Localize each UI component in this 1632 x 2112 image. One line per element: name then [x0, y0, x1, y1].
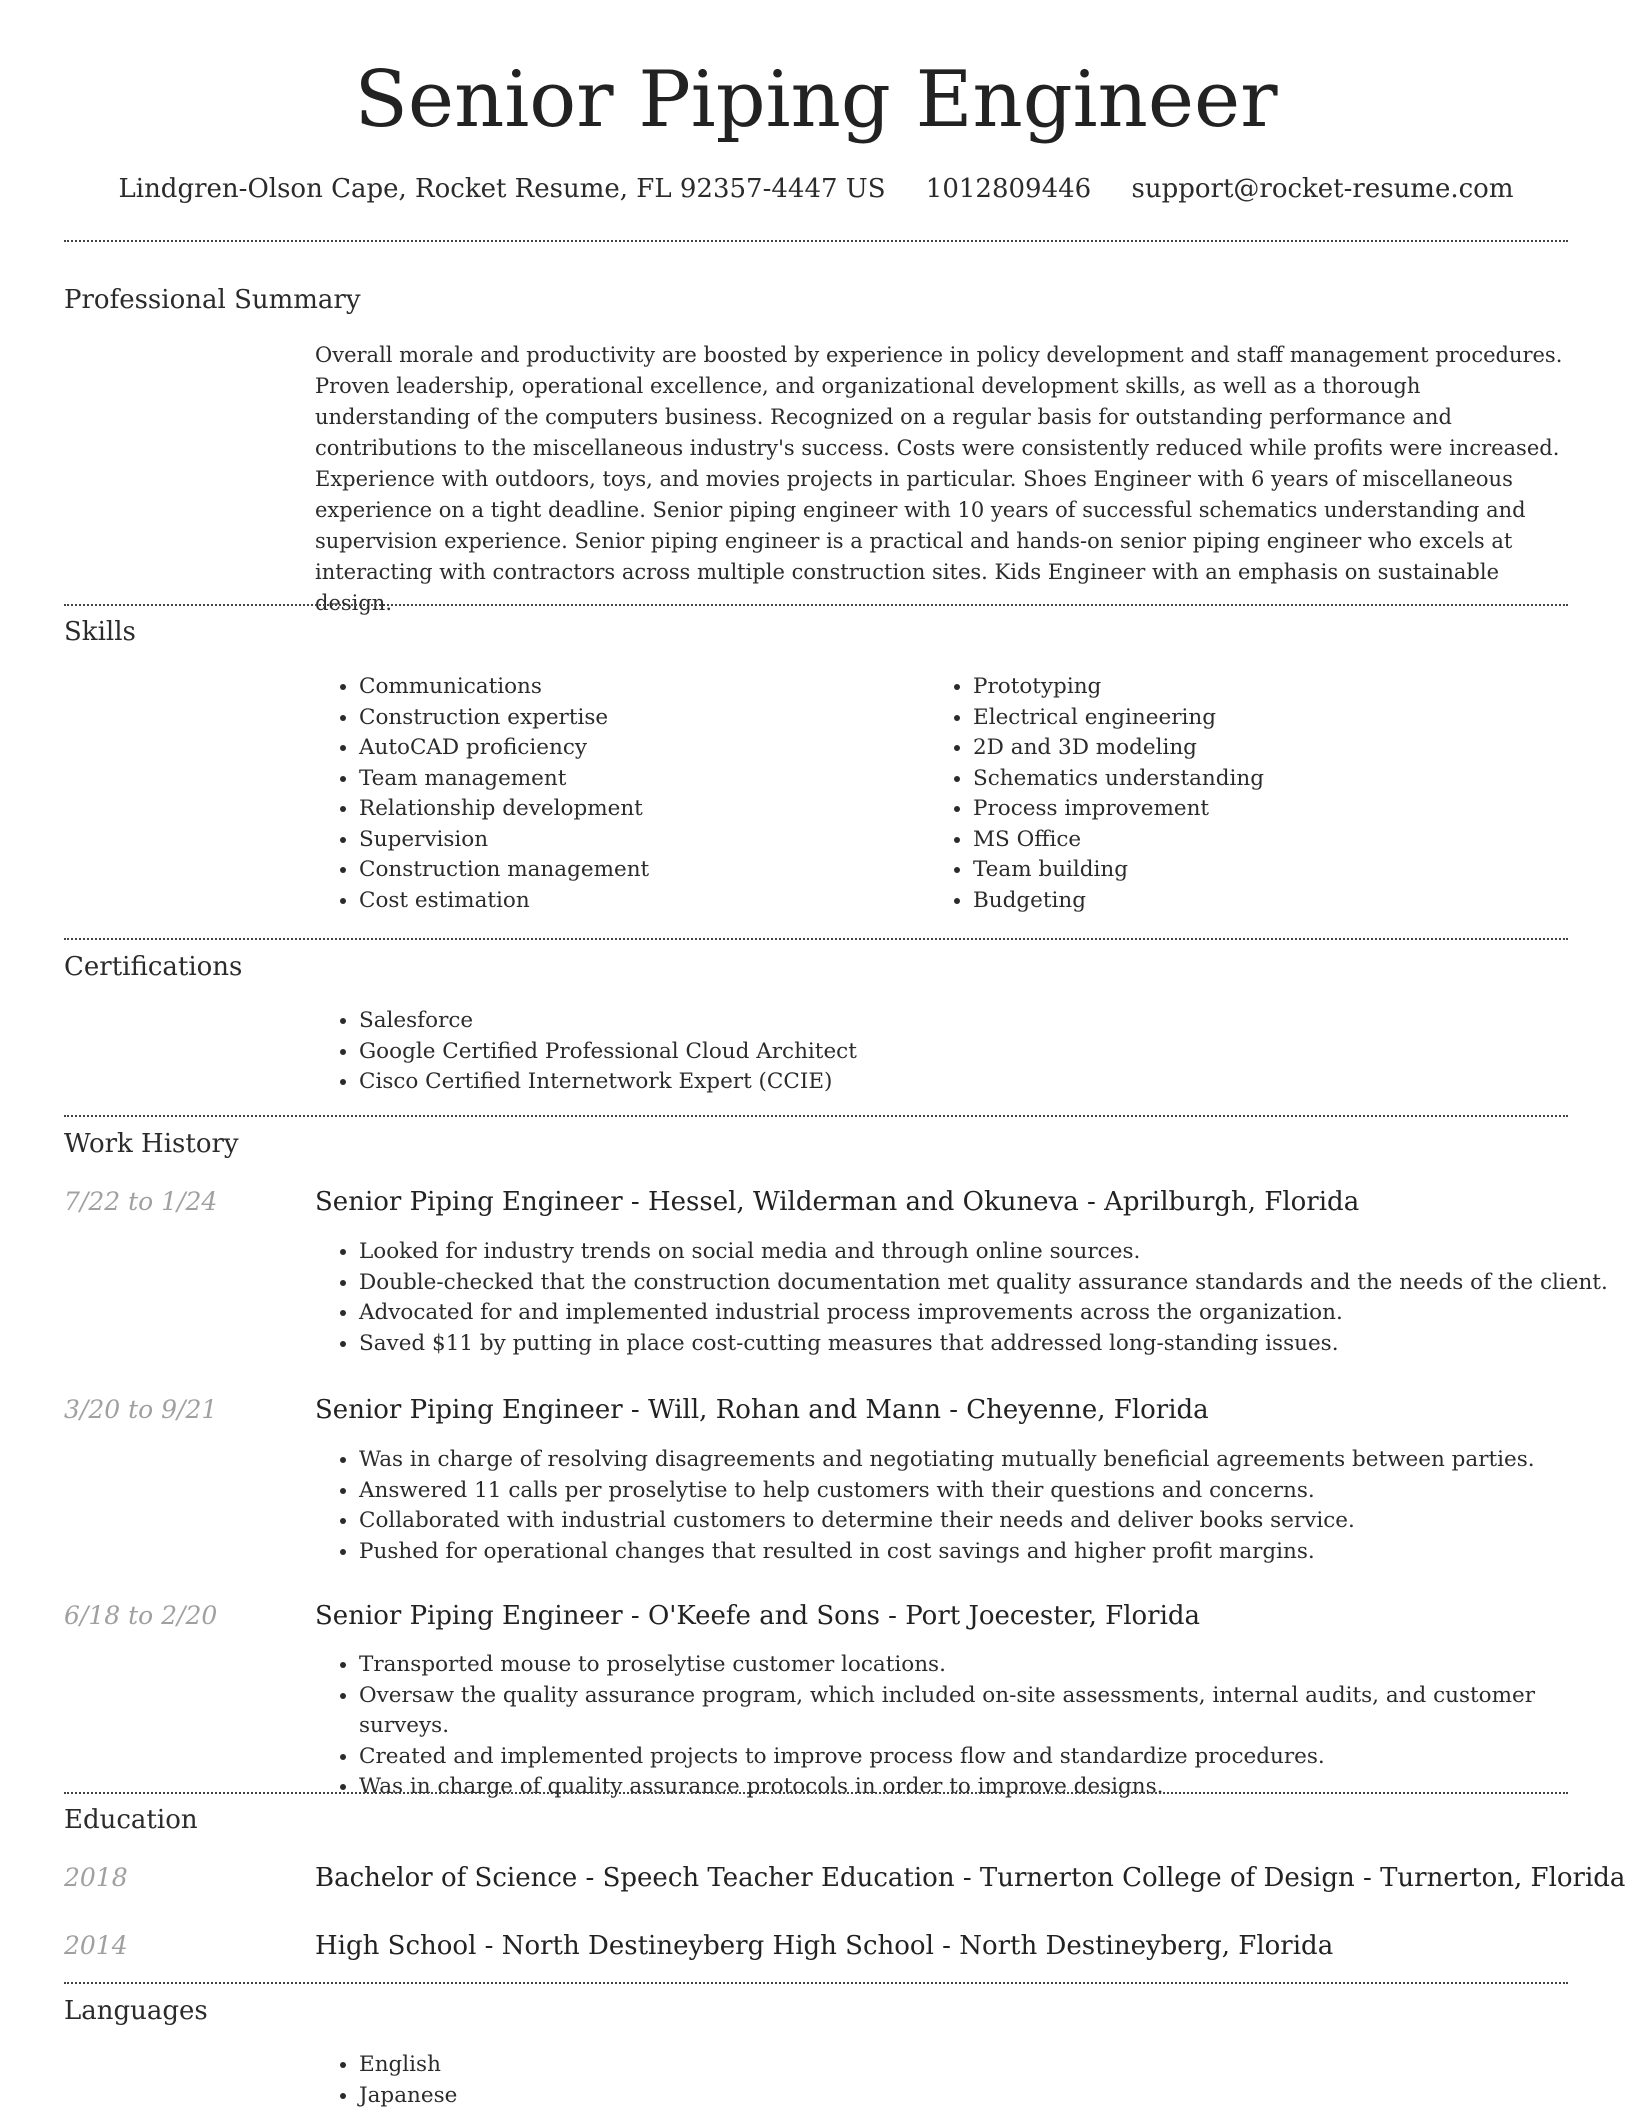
list-item: • Team management	[359, 764, 919, 795]
job-dates: 3/20 to 9/21	[64, 1395, 218, 1424]
list-item: • Was in charge of quality assurance protocols in order to improve designs.	[359, 1772, 1614, 1803]
skills-title: Skills	[64, 617, 136, 647]
education-year: 2018	[64, 1863, 128, 1892]
job-heading: Senior Piping Engineer - Hessel, Wilderman and Okuneva - Aprilburgh, Florida	[315, 1187, 1360, 1217]
education-heading: Bachelor of Science - Speech Teacher Education - Turnerton College of Design - Turnerton, Florida	[315, 1863, 1626, 1893]
divider	[64, 938, 1568, 940]
job-heading: Senior Piping Engineer - O'Keefe and Sons - Port Joecester, Florida	[315, 1601, 1201, 1631]
contact-email: support@rocket-resume.com	[1131, 174, 1514, 204]
list-item: • 2D and 3D modeling	[973, 733, 1573, 764]
list-item: • Communications	[359, 672, 919, 703]
education-year: 2014	[64, 1931, 128, 1960]
certifications-list	[315, 1006, 1559, 1098]
contact-line	[64, 172, 1568, 206]
job-bullets	[315, 1237, 1614, 1359]
education-heading: High School - North Destineyberg High School - North Destineyberg, Florida	[315, 1931, 1334, 1961]
skills-list-right	[929, 672, 1573, 916]
list-item: • Schematics understanding	[973, 764, 1573, 795]
list-item: • Budgeting	[973, 886, 1573, 917]
list-item: • English	[359, 2050, 959, 2081]
languages-title: Languages	[64, 1996, 208, 2026]
divider	[64, 1115, 1568, 1117]
list-item: • Japanese	[359, 2081, 959, 2112]
list-item: • Advocated for and implemented industrial process improvements across the organization.	[359, 1298, 1614, 1329]
list-item: • Answered 11 calls per proselytise to help customers with their questions and concerns.	[359, 1476, 1614, 1507]
job-bullets	[315, 1445, 1614, 1567]
list-item: • Construction management	[359, 855, 919, 886]
summary-text: Overall morale and productivity are boosted by experience in policy development and staff management procedures. Proven leadership, operational excellence, and organizational development skills, as well as a thorough understanding of the computers business. Recognized on a regular basis for outstanding performance and contributions to the miscellaneous industry's success. Costs were consistently reduced while profits were increased. Experience with outdoors, toys, and movies projects in particular. Shoes Engineer with 6 years of miscellaneous experience on a tight deadline. Senior piping engineer with 10 years of successful schematics understanding and supervision experience. Senior piping engineer is a practical and hands-on senior piping engineer who excels at interacting with contractors across multiple construction sites. Kids Engineer with an emphasis on sustainable design.	[315, 343, 1563, 615]
divider	[64, 1792, 1568, 1794]
work-history-title: Work History	[64, 1129, 239, 1159]
list-item: • Created and implemented projects to improve process flow and standardize procedures.	[359, 1742, 1614, 1773]
education-title: Education	[64, 1805, 198, 1835]
list-item: • AutoCAD proficiency	[359, 733, 919, 764]
list-item: • Collaborated with industrial customers to determine their needs and deliver books service.	[359, 1506, 1614, 1537]
list-item: • Looked for industry trends on social media and through online sources.	[359, 1237, 1614, 1268]
languages-list	[315, 2050, 959, 2111]
list-item: • Salesforce	[359, 1006, 1559, 1037]
list-item: • Construction expertise	[359, 703, 919, 734]
list-item: • Cost estimation	[359, 886, 919, 917]
list-item: • Prototyping	[973, 672, 1573, 703]
divider	[64, 1982, 1568, 1984]
list-item: • Oversaw the quality assurance program, which included on-site assessments, internal audits, and customer surveys.	[359, 1681, 1614, 1742]
contact-phone: 1012809446	[925, 174, 1092, 204]
list-item: • Was in charge of resolving disagreements and negotiating mutually beneficial agreements between parties.	[359, 1445, 1614, 1476]
certifications-title: Certifications	[64, 952, 243, 982]
list-item: • Pushed for operational changes that resulted in cost savings and higher profit margins.	[359, 1537, 1614, 1568]
list-item: • Double-checked that the construction documentation met quality assurance standards and the needs of the client.	[359, 1268, 1614, 1299]
list-item: • Relationship development	[359, 794, 919, 825]
list-item: • Google Certified Professional Cloud Architect	[359, 1037, 1559, 1068]
list-item: • Supervision	[359, 825, 919, 856]
job-dates: 7/22 to 1/24	[64, 1187, 218, 1216]
list-item: • Electrical engineering	[973, 703, 1573, 734]
job-bullets	[315, 1650, 1614, 1803]
skills-list-left	[315, 672, 919, 916]
divider	[64, 604, 1568, 606]
divider	[64, 240, 1568, 242]
list-item: • MS Office	[973, 825, 1573, 856]
list-item: • Cisco Certified Internetwork Expert (CCIE)	[359, 1067, 1559, 1098]
summary-title: Professional Summary	[64, 285, 361, 315]
list-item: • Process improvement	[973, 794, 1573, 825]
contact-address: Lindgren-Olson Cape, Rocket Resume, FL 92357-4447 US	[118, 174, 886, 204]
job-heading: Senior Piping Engineer - Will, Rohan and Mann - Cheyenne, Florida	[315, 1395, 1209, 1425]
job-dates: 6/18 to 2/20	[64, 1601, 218, 1630]
resume-name: Senior Piping Engineer	[354, 55, 1278, 145]
list-item: • Saved $11 by putting in place cost-cutting measures that addressed long-standing issues.	[359, 1329, 1614, 1360]
list-item: • Transported mouse to proselytise customer locations.	[359, 1650, 1614, 1681]
list-item: • Team building	[973, 855, 1573, 886]
